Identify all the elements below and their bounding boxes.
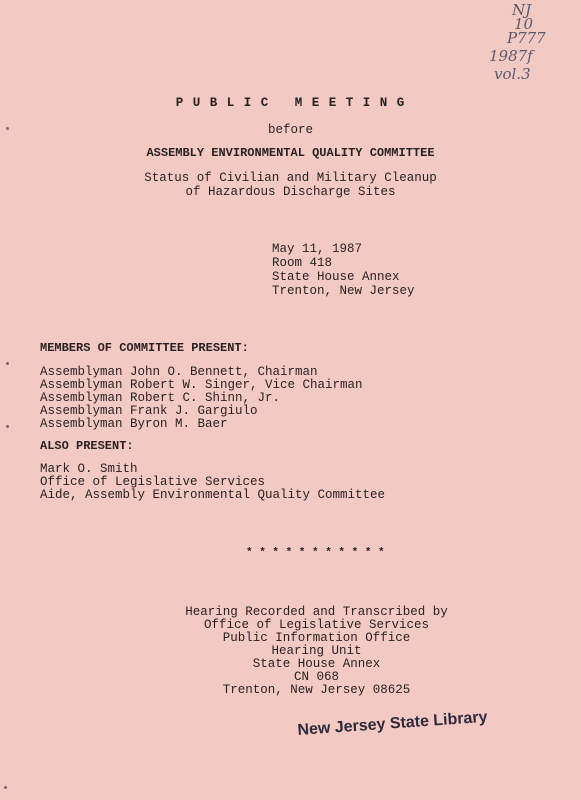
before-label: before bbox=[267, 123, 313, 137]
members-heading: MEMBERS OF COMMITTEE PRESENT: bbox=[40, 341, 249, 355]
aide-name: Mark O. Smith bbox=[40, 462, 138, 476]
recorded-by-line-1: Hearing Recorded and Transcribed by bbox=[185, 605, 448, 619]
scan-mark bbox=[4, 786, 7, 789]
recorded-by-line-5: State House Annex bbox=[252, 657, 381, 671]
handwritten-note-5: vol.3 bbox=[494, 65, 531, 83]
handwritten-note-1: NJ bbox=[512, 1, 532, 19]
recorded-by-line-3: Public Information Office bbox=[222, 631, 411, 645]
library-stamp: New Jersey State Library bbox=[297, 708, 489, 739]
handwritten-note-4: 1987f bbox=[489, 47, 533, 65]
handwritten-note-3: P777 bbox=[507, 29, 546, 47]
meeting-building: State House Annex bbox=[272, 270, 400, 284]
member-item: Assemblyman Frank J. Gargiulo bbox=[40, 404, 258, 418]
aide-office: Office of Legislative Services bbox=[40, 475, 266, 489]
asterisk-separator: * * * * * * * * * * * bbox=[246, 547, 385, 559]
member-item: Assemblyman Robert W. Singer, Vice Chairman bbox=[40, 378, 363, 392]
recorded-by-line-7: Trenton, New Jersey 08625 bbox=[222, 683, 411, 697]
meeting-room: Room 418 bbox=[272, 256, 333, 270]
member-item: Assemblyman John O. Bennett, Chairman bbox=[40, 365, 318, 379]
member-item: Assemblyman Robert C. Shinn, Jr. bbox=[40, 391, 281, 405]
aide-role: Aide, Assembly Environmental Quality Committee bbox=[40, 488, 386, 502]
subject-line-2: of Hazardous Discharge Sites bbox=[185, 185, 396, 199]
member-item: Assemblyman Byron M. Baer bbox=[40, 417, 228, 431]
also-present-heading: ALSO PRESENT: bbox=[40, 439, 134, 453]
subject-line-1: Status of Civilian and Military Cleanup bbox=[144, 171, 437, 185]
recorded-by-line-2: Office of Legislative Services bbox=[203, 618, 430, 632]
document-title: P U B L I C M E E T I N G bbox=[175, 96, 406, 110]
scan-mark bbox=[6, 127, 9, 130]
scan-mark bbox=[6, 362, 9, 365]
meeting-date: May 11, 1987 bbox=[272, 242, 363, 256]
recorded-by-line-4: Hearing Unit bbox=[271, 644, 362, 658]
handwritten-note-2: 10 bbox=[514, 15, 534, 33]
meeting-city: Trenton, New Jersey bbox=[272, 284, 415, 298]
scan-mark bbox=[6, 425, 9, 428]
committee-name: ASSEMBLY ENVIRONMENTAL QUALITY COMMITTEE bbox=[146, 146, 435, 160]
recorded-by-line-6: CN 068 bbox=[293, 670, 339, 684]
